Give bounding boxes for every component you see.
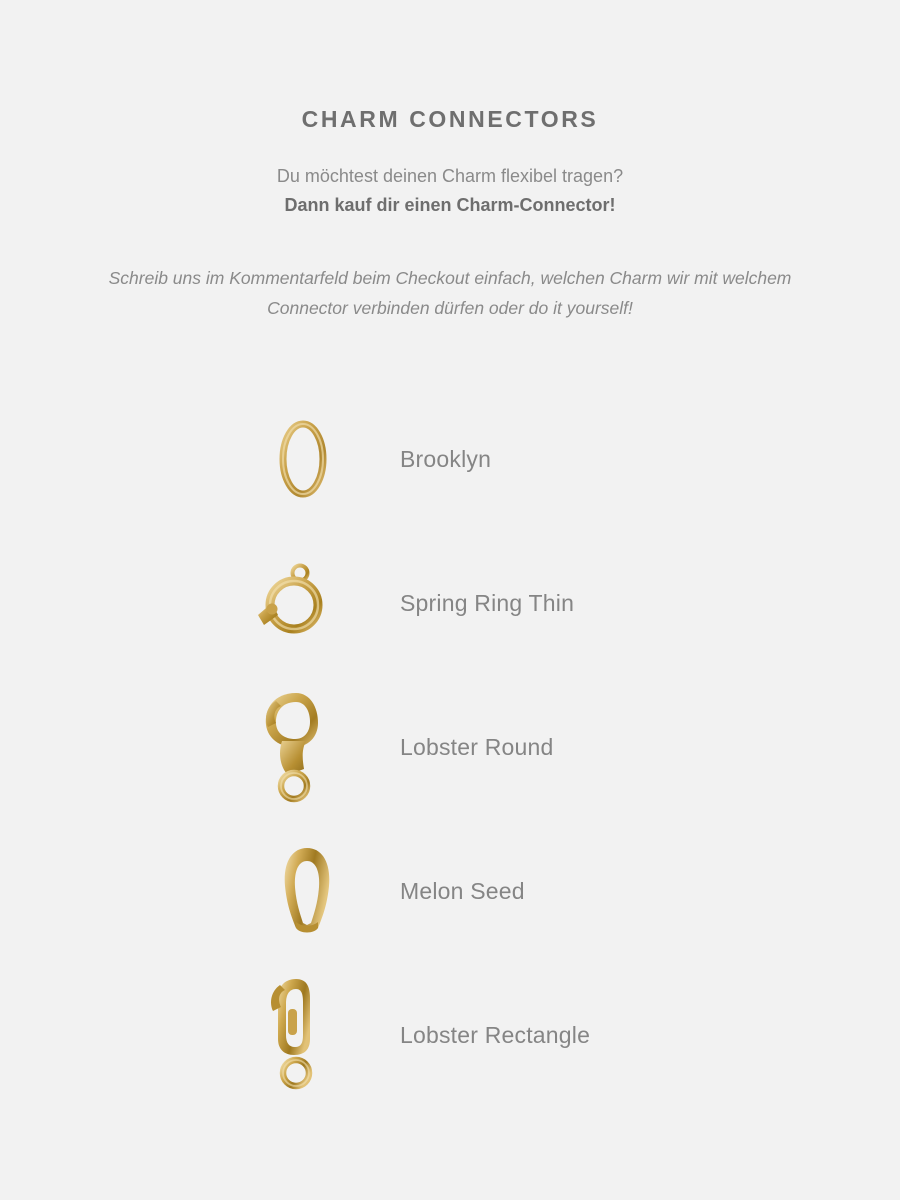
- subtitle-callout: Dann kauf dir einen Charm-Connector!: [284, 195, 616, 216]
- connector-image-cell: [0, 553, 400, 653]
- page-title: CHARM CONNECTORS: [301, 106, 599, 132]
- lobster-rectangle-clasp-icon: [262, 973, 338, 1098]
- checkout-note: Schreib uns im Kommentarfeld beim Checkout einfach, welchen Charm wir mit welchem Connector verbinden dürfen oder do it yourself!: [108, 267, 792, 319]
- melon-seed-bail-icon: [276, 842, 338, 940]
- list-item[interactable]: [0, 387, 900, 531]
- connector-name: Lobster Rectangle: [400, 1021, 591, 1048]
- connector-list: [0, 387, 900, 1107]
- connector-name: Spring Ring Thin: [400, 589, 575, 616]
- connector-image-cell: [0, 842, 400, 940]
- connector-image-cell: [0, 409, 400, 509]
- connector-name: Lobster Round: [400, 733, 554, 760]
- spring-ring-clasp-icon: [242, 553, 338, 653]
- list-item[interactable]: [0, 819, 900, 963]
- lobster-round-clasp-icon: [252, 685, 338, 810]
- list-item[interactable]: [0, 675, 900, 819]
- connector-image-cell: [0, 685, 400, 810]
- subtitle-question: Du möchtest deinen Charm flexibel tragen?: [276, 165, 624, 186]
- connector-name: Brooklyn: [400, 445, 492, 472]
- list-item[interactable]: [0, 531, 900, 675]
- list-item[interactable]: [0, 963, 900, 1107]
- connector-image-cell: [0, 973, 400, 1098]
- oval-jump-ring-icon: [268, 409, 338, 509]
- page-header: [0, 0, 900, 323]
- connector-name: Melon Seed: [400, 877, 525, 904]
